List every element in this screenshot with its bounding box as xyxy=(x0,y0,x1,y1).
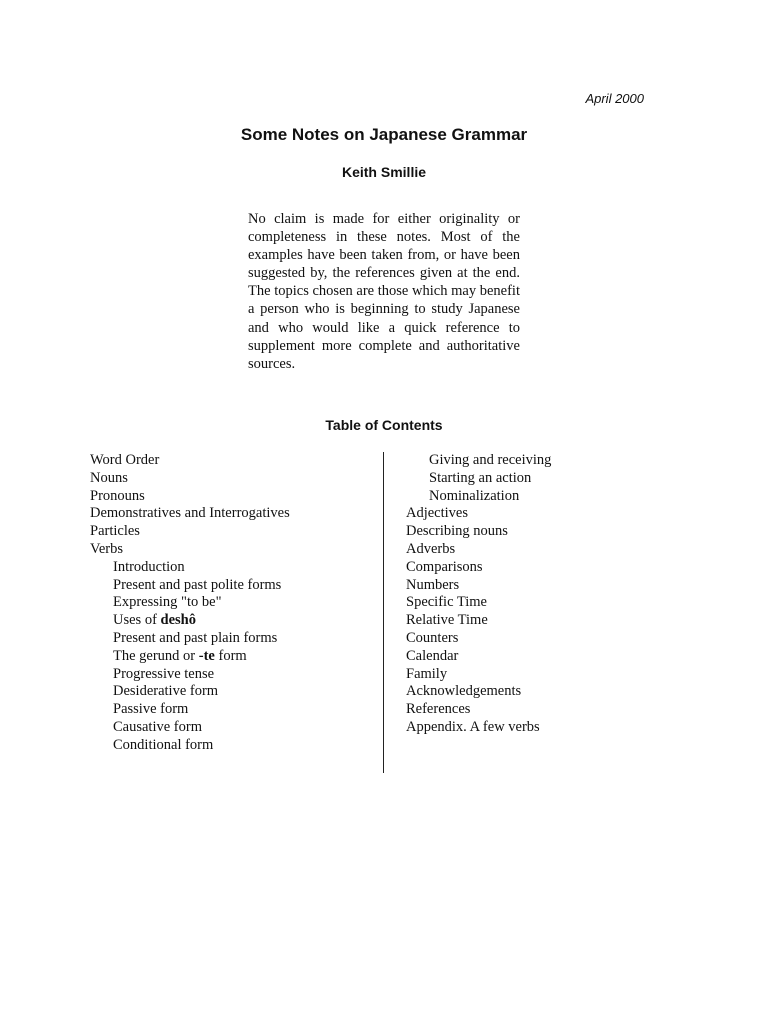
toc-item: Demonstratives and Interrogatives xyxy=(90,505,290,522)
toc-item: Adjectives xyxy=(406,505,469,522)
toc-item: Starting an action xyxy=(429,469,532,486)
toc-item: Appendix. A few verbs xyxy=(406,718,540,735)
document-author: Keith Smillie xyxy=(341,164,427,180)
toc-item xyxy=(90,612,290,630)
toc-item: Calendar xyxy=(406,647,459,664)
toc-item: Pronouns xyxy=(90,487,145,504)
toc-item xyxy=(90,648,290,666)
toc-item: Progressive tense xyxy=(113,665,215,682)
toc-item: Nominalization xyxy=(429,487,520,504)
toc-item-text: The gerund or xyxy=(113,647,199,664)
toc-item-text: form xyxy=(214,647,247,664)
toc-item: Comparisons xyxy=(406,558,483,575)
toc-item: Conditional form xyxy=(113,736,214,753)
toc-item: Desiderative form xyxy=(113,683,219,700)
document-title: Some Notes on Japanese Grammar xyxy=(240,125,528,144)
toc-item-bold-term: -te xyxy=(198,647,215,664)
toc-left-column xyxy=(90,452,290,755)
toc-item-text: Uses of xyxy=(113,612,161,629)
toc-item: Particles xyxy=(90,523,140,540)
toc-item: Introduction xyxy=(113,558,185,575)
toc-item-bold-term: deshô xyxy=(160,612,196,629)
toc-right-column xyxy=(406,452,551,737)
toc-item: Present and past polite forms xyxy=(113,576,282,593)
toc-item: Specific Time xyxy=(406,594,487,611)
toc-item: Counters xyxy=(406,629,459,646)
toc-item: Giving and receiving xyxy=(429,452,552,468)
toc-item: Passive form xyxy=(113,701,189,718)
toc-item: Expressing "to be" xyxy=(113,594,222,611)
toc-item: Adverbs xyxy=(406,540,456,557)
toc-item: Present and past plain forms xyxy=(113,629,278,646)
toc-item: Nouns xyxy=(90,469,128,486)
toc-item: Acknowledgements xyxy=(406,683,522,700)
document-date: April 2000 xyxy=(585,91,644,106)
toc-item: Causative form xyxy=(113,718,202,735)
toc-heading: Table of Contents xyxy=(325,417,443,433)
abstract-paragraph: No claim is made for either originality or completeness in these notes. Most of the examples have been taken from, or have been suggested by, the references given at the end. The topics chosen are those which may benefit a person who is beginning to study Japanese and who would like a quick reference to supplement more complete and authoritative sources. xyxy=(248,211,520,372)
toc-item: Relative Time xyxy=(406,612,488,629)
toc-item: Family xyxy=(406,665,448,682)
toc-item: Numbers xyxy=(406,576,460,593)
toc-item: Describing nouns xyxy=(406,523,508,540)
toc-item: Verbs xyxy=(90,540,124,557)
toc-item: References xyxy=(406,701,471,718)
toc-column-divider xyxy=(383,452,384,773)
toc-item: Word Order xyxy=(90,452,160,468)
